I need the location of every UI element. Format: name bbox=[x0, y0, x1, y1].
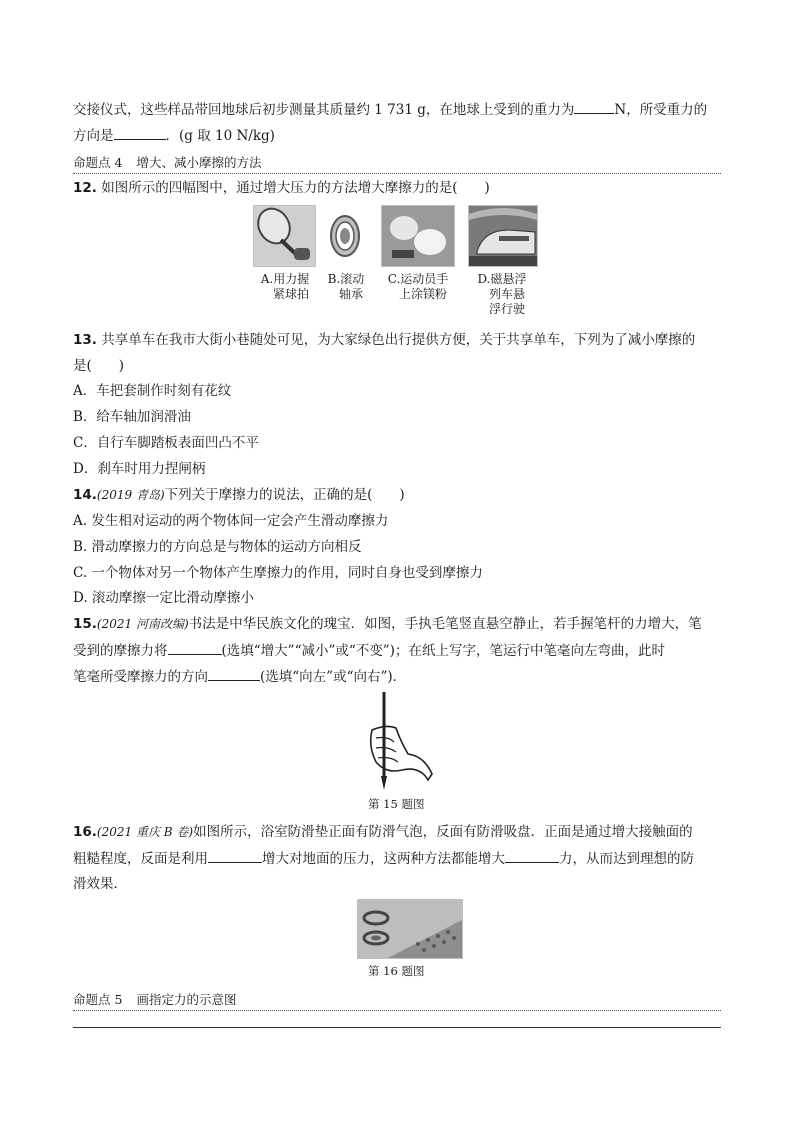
q16-stem-line2: 粗糙程度，反面是利用 增大对地面的压力，这两种方法都能增大 力，从而达到理想的防 bbox=[73, 848, 694, 869]
q14-option-c[interactable]: C. 一个物体对另一个物体产生摩擦力的作用，同时自身也受到摩擦力 bbox=[73, 565, 483, 581]
q14-source: (2019 青岛) bbox=[96, 488, 165, 502]
q11-text-c: 方向是 bbox=[73, 128, 114, 144]
maglev-train-icon bbox=[469, 206, 537, 266]
hand-brush-icon bbox=[362, 690, 434, 790]
q12-caption-c: C.运动员手 上涂镁粉 bbox=[387, 272, 449, 301]
q15-stem-line2: 受到的摩擦力将 (选填“增大”“减小”或“不变”)；在纸上写字，笔运行中笔毫向左弯曲，此时 bbox=[73, 640, 665, 661]
q14-text: 下列关于摩擦力的说法，正确的是( ) bbox=[164, 487, 405, 503]
q15-stem-line1 bbox=[73, 614, 702, 634]
q15-stem-line3: 笔毫所受摩擦力的方向 (选填“向左”或“向右”)． bbox=[73, 666, 406, 687]
q13-number: 13. bbox=[73, 332, 97, 348]
q16-number: 16. bbox=[73, 824, 97, 840]
topic-5-label: 命题点 5 bbox=[73, 992, 123, 1007]
q12-stem bbox=[73, 178, 490, 198]
topic-4-text: 增大、减小摩擦的方法 bbox=[136, 155, 262, 170]
q16-stem-line3: 滑效果． bbox=[73, 876, 127, 892]
q13-option-c[interactable]: C．自行车脚踏板表面凹凸不平 bbox=[73, 435, 259, 451]
hands-chalk-icon bbox=[382, 206, 454, 266]
q16-blank-2[interactable] bbox=[505, 848, 559, 863]
q11-line1 bbox=[73, 99, 707, 120]
q13-option-a[interactable]: A．车把套制作时刻有花纹 bbox=[73, 383, 232, 399]
q16-stem-line1 bbox=[73, 822, 693, 842]
q12-number: 12. bbox=[73, 180, 97, 196]
q11-blank-2[interactable] bbox=[114, 125, 166, 140]
q11-line2 bbox=[73, 125, 275, 146]
q13-stem-line2: 是( ) bbox=[73, 358, 125, 374]
q13-option-d[interactable]: D．刹车时用力捏闸柄 bbox=[73, 461, 206, 477]
q15-blank-1[interactable] bbox=[168, 640, 222, 655]
topic-4-label: 命题点 4 bbox=[73, 155, 123, 170]
q15-figure-brush bbox=[362, 690, 434, 790]
page-bottom-rule bbox=[73, 1027, 721, 1028]
q13-text: 共享单车在我市大街小巷随处可见，为大家绿色出行提供方便，关于共享单车，下列为了减小摩擦的 bbox=[96, 332, 696, 348]
q16-blank-1[interactable] bbox=[208, 848, 262, 863]
q12-text: 如图所示的四幅图中，通过增大压力的方法增大摩擦力的是( ) bbox=[96, 180, 490, 196]
bath-mat-icon bbox=[358, 900, 462, 958]
q16-source: (2021 重庆 B 卷) bbox=[96, 825, 194, 839]
q15-figure-caption: 第 15 题图 bbox=[368, 797, 425, 811]
q12-image-c bbox=[381, 205, 455, 267]
q16-text: 如图所示，浴室防滑垫正面有防滑气泡，反面有防滑吸盘．正面是通过增大接触面的 bbox=[193, 824, 693, 840]
tennis-racket-icon bbox=[254, 206, 315, 266]
q14-option-b[interactable]: B. 滑动摩擦力的方向总是与物体的运动方向相反 bbox=[73, 539, 362, 555]
q12-caption-b: B.滚动 轴承 bbox=[327, 272, 365, 301]
q15-number: 15. bbox=[73, 616, 97, 632]
q13-stem-line1 bbox=[73, 330, 695, 350]
q12-image-b bbox=[323, 205, 367, 267]
q11-text-d: ．(g 取 10 N/kg) bbox=[165, 128, 275, 144]
q14-number: 14. bbox=[73, 487, 97, 503]
q12-caption-d: D.磁悬浮 列车悬 浮行驶 bbox=[477, 272, 527, 316]
q15-source: (2021 河南改编) bbox=[96, 617, 189, 631]
q12-image-d bbox=[468, 205, 538, 267]
q16-figure-caption: 第 16 题图 bbox=[368, 964, 425, 978]
q14-stem bbox=[73, 485, 405, 505]
q11-blank-1[interactable] bbox=[574, 99, 614, 114]
q11-text-a: 交接仪式，这些样品带回地球后初步测量其质量约 1 731 g，在地球上受到的重力为 bbox=[73, 102, 575, 118]
q15-blank-2[interactable] bbox=[208, 666, 260, 681]
q15-text: 书法是中华民族文化的瑰宝．如图，手执毛笔竖直悬空静止，若手握笔杆的力增大，笔 bbox=[188, 616, 702, 632]
q14-option-d[interactable]: D. 滚动摩擦一定比滑动摩擦小 bbox=[73, 590, 254, 606]
q11-text-b: N，所受重力的 bbox=[614, 102, 708, 118]
q12-image-a bbox=[253, 205, 316, 267]
topic-4-header bbox=[73, 153, 721, 174]
q13-option-b[interactable]: B．给车轴加润滑油 bbox=[73, 409, 191, 425]
topic-5-header bbox=[73, 990, 721, 1011]
bearing-icon bbox=[324, 206, 366, 266]
q12-caption-a: A.用力握 紧球拍 bbox=[260, 272, 310, 301]
topic-5-text: 画指定力的示意图 bbox=[136, 992, 237, 1007]
q14-option-a[interactable]: A. 发生相对运动的两个物体间一定会产生滑动摩擦力 bbox=[73, 513, 389, 529]
q16-figure-mat bbox=[357, 899, 463, 959]
